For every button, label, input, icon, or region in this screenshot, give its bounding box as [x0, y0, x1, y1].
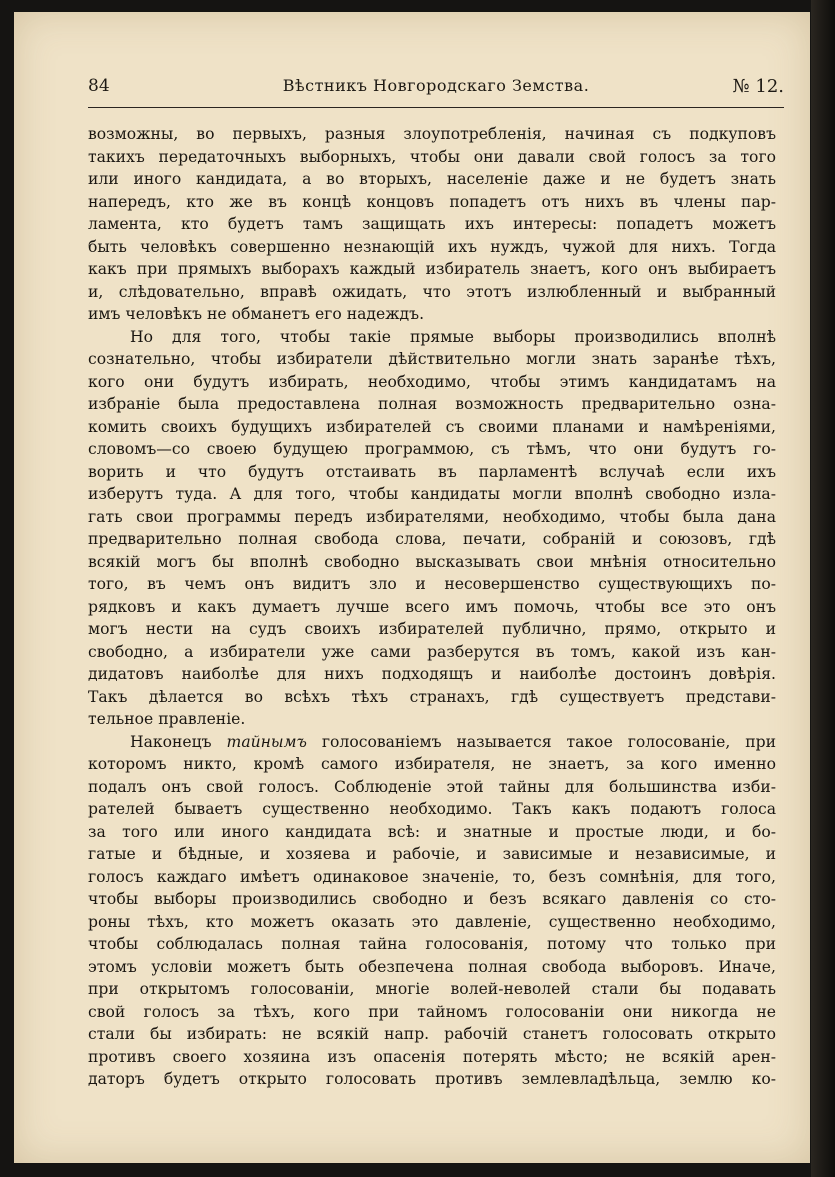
emphasized-word: тайнымъ	[226, 732, 307, 751]
paragraph-start-line: Но для того, чтобы такіе прямые выборы производились вполнѣ	[130, 327, 776, 346]
page-number: 84	[88, 76, 110, 96]
text-line: чтобы выборы производились свободно и безъ всякаго давленія со сто-	[88, 890, 776, 908]
text-line: всякій могъ бы вполнѣ свободно высказывать свои мнѣнія относительно	[88, 552, 776, 571]
text-line: дидатовъ наиболѣе для нихъ подходящъ и наиболѣе достоинъ довѣрія.	[88, 665, 776, 683]
paragraph-start-line	[88, 731, 776, 754]
running-title: Вѣстникъ Новгородскаго Земства.	[282, 76, 590, 95]
text-line: стали бы избирать: не всякій напр. рабочій станетъ голосовать открыто	[88, 1025, 776, 1043]
text-line: свой голосъ за тѣхъ, кого при тайномъ голосованіи они никогда не	[88, 1002, 776, 1021]
text-line: даторъ будетъ открыто голосовать противъ землевладѣльца, землю ко-	[88, 1070, 776, 1088]
text-line-rest: голосованіемъ называется такое голосованіе, при	[321, 732, 776, 751]
header-rule	[88, 107, 784, 108]
page-header	[88, 76, 784, 106]
text-line: могъ нести на судъ своихъ избирателей публично, прямо, открыто и	[88, 620, 776, 638]
text-line: возможны, во первыхъ, разныя злоупотребленія, начиная съ подкуповъ	[88, 125, 776, 143]
text-line: которомъ никто, кромѣ самого избирателя, не знаетъ, за кого именно	[88, 755, 776, 773]
paragraph-lead-word: Наконецъ	[130, 732, 212, 751]
text-line: свободно, а избиратели уже сами разберутся въ томъ, какой изъ кан-	[88, 642, 776, 661]
text-line: при открытомъ голосованіи, многіе волей-неволей стали бы подавать	[88, 980, 776, 998]
text-line: подалъ онъ свой голосъ. Соблюденіе этой тайны для большинства изби-	[88, 777, 776, 796]
text-line: рядковъ и какъ думаетъ лучше всего имъ помочь, чтобы все это онъ	[88, 597, 776, 616]
text-line: голосъ каждаго имѣетъ одинаковое значеніе, то, безъ сомнѣнія, для того,	[88, 867, 776, 886]
text-line: чтобы соблюдалась полная тайна голосованія, потому что только при	[88, 935, 776, 953]
text-line: напередъ, кто же въ концѣ концовъ попадетъ отъ нихъ въ члены пар-	[88, 192, 776, 211]
text-line: рателей бываетъ существенно необходимо. Такъ какъ подаютъ голоса	[88, 800, 776, 818]
text-line: имъ человѣкъ не обманетъ его надеждъ.	[88, 305, 425, 323]
text-line: роны тѣхъ, кто можетъ оказать это давленіе, существенно необходимо,	[88, 912, 776, 931]
text-line: такихъ передаточныхъ выборныхъ, чтобы они давали свой голосъ за того	[88, 147, 776, 166]
text-line: гатые и бѣдные, и хозяева и рабочіе, и зависимые и независимые, и	[88, 845, 776, 863]
text-line: ворить и что будутъ отстаивать въ парламентѣ вслучаѣ если ихъ	[88, 462, 776, 481]
text-line: противъ своего хозяина изъ опасенія потерять мѣсто; не всякій арен-	[88, 1047, 776, 1066]
text-line: ламента, кто будетъ тамъ защищать ихъ интересы: попадетъ можетъ	[88, 215, 776, 233]
text-line: комить своихъ будущихъ избирателей съ своими планами и намѣреніями,	[88, 417, 776, 436]
text-line: за того или иного кандидата всѣ: и знатные и простые люди, и бо-	[88, 822, 776, 841]
text-line: гать свои программы передъ избирателями, необходимо, чтобы была дана	[88, 507, 776, 526]
text-line: или иного кандидата, а во вторыхъ, населеніе даже и не будетъ знать	[88, 170, 776, 188]
text-line: словомъ—со своею будущею программою, съ тѣмъ, что они будутъ го-	[88, 440, 776, 458]
text-line: и, слѣдовательно, вправѣ ожидать, что этотъ излюбленный и выбранный	[88, 282, 776, 301]
text-line: Такъ дѣлается во всѣхъ тѣхъ странахъ, гдѣ существуетъ представи-	[88, 687, 776, 706]
text-line: тельное правленіе.	[88, 710, 246, 728]
text-line: кого они будутъ избирать, необходимо, чтобы этимъ кандидатамъ на	[88, 372, 776, 391]
text-line: сознательно, чтобы избиратели дѣйствительно могли знать заранѣе тѣхъ,	[88, 350, 776, 368]
scan-dark-edge	[811, 0, 835, 1177]
text-line: какъ при прямыхъ выборахъ каждый избиратель знаетъ, кого онъ выбираетъ	[88, 260, 776, 278]
text-line: этомъ условіи можетъ быть обезпечена полная свобода выборовъ. Иначе,	[88, 957, 776, 976]
issue-number: № 12.	[732, 76, 784, 97]
text-line: быть человѣкъ совершенно незнающій ихъ нуждъ, чужой для нихъ. Тогда	[88, 237, 776, 256]
text-line: предварительно полная свобода слова, печати, собраній и союзовъ, гдѣ	[88, 530, 776, 548]
article-body	[88, 123, 776, 1091]
text-line: изберутъ туда. А для того, чтобы кандидаты могли вполнѣ свободно изла-	[88, 485, 776, 503]
text-line: избраніе была предоставлена полная возможность предварительно озна-	[88, 395, 776, 413]
text-line: того, въ чемъ онъ видитъ зло и несовершенство существующихъ по-	[88, 575, 776, 593]
